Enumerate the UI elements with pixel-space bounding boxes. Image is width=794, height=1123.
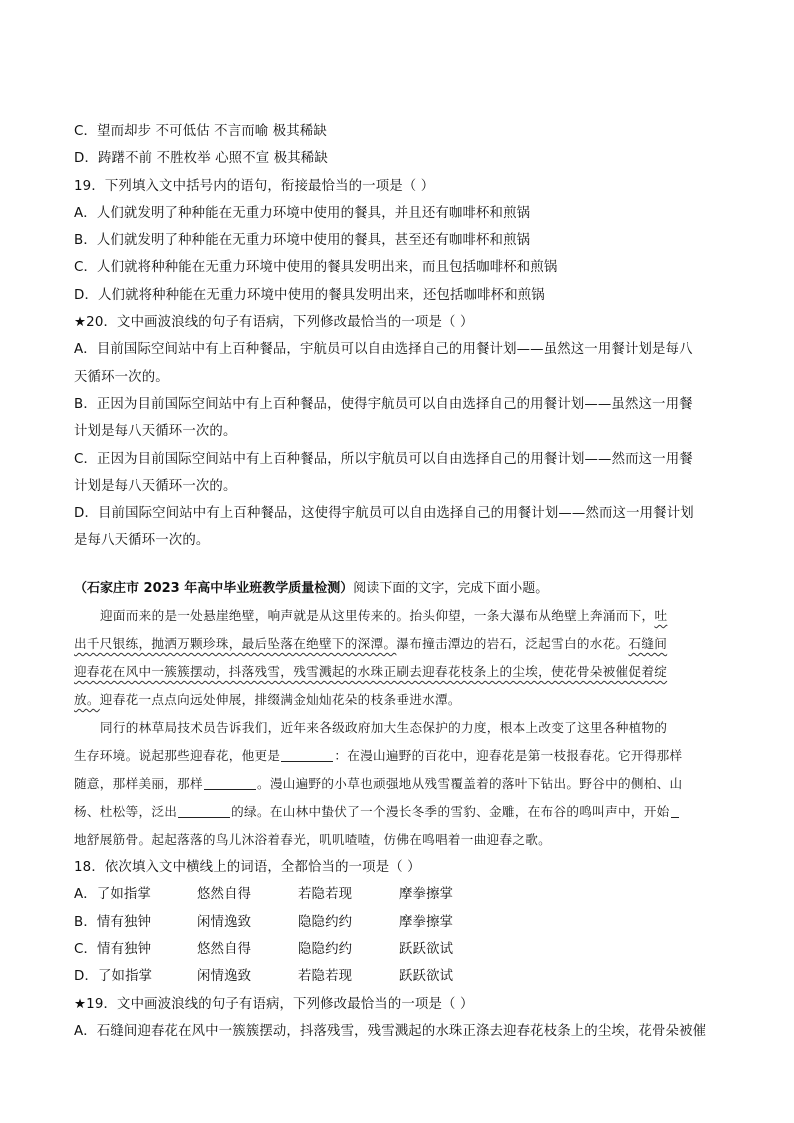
option-cell: 摩拳擦掌 <box>399 887 454 903</box>
question-line: D．目前国际空间站中有上百种餐品，这使得宇航员可以自由选择自己的用餐计划——然而这一用餐计划 <box>74 506 694 522</box>
passage-text: 地舒展筋骨。起起落落的鸟儿沐浴着春光，叽叽喳喳，仿佛在鸣唱着一曲迎春之歌。 <box>74 832 552 848</box>
passage-line <box>74 686 724 714</box>
passage-line <box>74 658 724 686</box>
wavy-underlined-text: 出千尺银练，抛洒万颗珍珠，最后坠落在绝壁下的深潭。 <box>74 636 397 652</box>
question-line: A．目前国际空间站中有上百种餐品，宇航员可以自由选择自己的用餐计划——虽然这一用餐计划是每八 <box>74 342 693 358</box>
answer-option-row <box>74 881 724 908</box>
section-gap <box>74 555 724 575</box>
option-cell: A．了如指掌 <box>74 887 152 903</box>
answer-option-row <box>74 963 724 990</box>
question-line: 是每八天循环一次的。 <box>74 533 210 549</box>
passage-source-heading <box>74 575 724 602</box>
passage-line <box>74 714 724 742</box>
fill-blank-2 <box>204 775 256 790</box>
passage-text: 随意，那样美丽，那样 <box>74 776 203 792</box>
option-cell: D．了如指掌 <box>74 969 153 985</box>
question-line: C．正因为目前国际空间站中有上百种餐品，所以宇航员可以自由选择自己的用餐计划——然而这一用餐 <box>74 451 693 467</box>
fill-blank-3 <box>178 803 230 818</box>
question-line: B．正因为目前国际空间站中有上百种餐品，使得宇航员可以自由选择自己的用餐计划——虽然这一用餐 <box>74 396 693 412</box>
option-cell: 跃跃欲试 <box>399 941 454 957</box>
question-line: D．踌躇不前 不胜枚举 心照不宣 极其稀缺 <box>74 151 328 167</box>
passage-line <box>74 770 724 798</box>
wavy-underlined-text: 石缝间 <box>628 636 668 652</box>
question-line: C．人们就将种种能在无重力环境中使用的餐具发明出来，而且包括咖啡杯和煎锅 <box>74 260 558 276</box>
instruction-text: 阅读下面的文字，完成下面小题。 <box>353 580 549 596</box>
reading-passage <box>74 602 724 854</box>
passage-text: 生存环境。说起那些迎春花，他更是 <box>74 748 281 764</box>
option-cell: 摩拳擦掌 <box>399 914 454 930</box>
question-line: 计划是每八天循环一次的。 <box>74 424 237 440</box>
option-cell: 跃跃欲试 <box>399 969 454 985</box>
wavy-underlined-text: 吐 <box>654 608 668 624</box>
wavy-underlined-text: 迎春花在风中一簇簇摆动，抖落残雪，残雪溅起的水珠正刷去迎春花枝条上的尘埃，使花骨朵被催促着绽 <box>74 664 668 680</box>
question-18-options <box>74 881 724 990</box>
passage-line <box>74 742 724 770</box>
passage-text: 同行的林草局技术员告诉我们，近年来各级政府加大生态保护的力度，根本上改变了这里各种植物的 <box>100 720 668 736</box>
question-line: B．人们就发明了种种能在无重力环境中使用的餐具，甚至还有咖啡杯和煎锅 <box>74 233 531 249</box>
option-cell: 隐隐约约 <box>298 914 353 930</box>
question-19-stem: ★19．文中画波浪线的句子有语病，下列修改最恰当的一项是（ ） <box>74 996 474 1012</box>
question-block-19-20 <box>74 118 724 555</box>
option-cell: 若隐若现 <box>298 969 353 985</box>
wavy-underlined-text: 放。 <box>74 692 100 708</box>
passage-line <box>74 798 724 826</box>
passage-text: ：在漫山遍野的百花中，迎春花是第一枝报春花。它开得那样 <box>334 748 683 764</box>
passage-line <box>74 630 724 658</box>
passage-line <box>74 602 724 630</box>
option-cell: B．情有独钟 <box>74 914 152 930</box>
option-cell: 若隐若现 <box>298 887 353 903</box>
option-cell: 闲情逸致 <box>197 914 252 930</box>
passage-line <box>74 826 724 854</box>
question-line: 19．下列填入文中括号内的语句，衔接最恰当的一项是（ ） <box>74 178 435 194</box>
question-18-stem: 18．依次填入文中横线上的词语，全都恰当的一项是（ ） <box>74 860 421 876</box>
passage-text: 杨、杜松等，泛出 <box>74 804 178 820</box>
answer-option-row <box>74 909 724 936</box>
question-line: A．人们就发明了种种能在无重力环境中使用的餐具，并且还有咖啡杯和煎锅 <box>74 205 531 221</box>
question-19-option-a: A．石缝间迎春花在风中一簇簇摆动，抖落残雪，残雪溅起的水珠正涤去迎春花枝条上的尘埃，花骨朵被催 <box>74 1023 707 1039</box>
question-line: D．人们就将种种能在无重力环境中使用的餐具发明出来，还包括咖啡杯和煎锅 <box>74 287 545 303</box>
option-cell: C．情有独钟 <box>74 941 152 957</box>
passage-text: 瀑布撞击潭边的岩石，泛起雪白的水花。 <box>396 636 629 652</box>
passage-text: 迎面而来的是一处悬崖绝壁，响声就是从这里传来的。抬头仰望，一条大瀑布从绝壁上奔涌而下， <box>100 608 655 624</box>
option-cell: 悠然自得 <box>197 941 252 957</box>
option-cell: 悠然自得 <box>197 887 252 903</box>
fill-blank-1 <box>281 747 333 762</box>
document-page <box>74 118 724 1045</box>
fill-blank-4 <box>671 803 679 818</box>
passage-text: 。漫山遍野的小草也顽强地从残雪覆盖着的落叶下钻出。野谷中的侧柏、山 <box>256 776 683 792</box>
question-line: 天循环一次的。 <box>74 369 169 385</box>
passage-text: 迎春花一点点向远处伸展，排缀满金灿灿花朵的枝条垂进水潭。 <box>99 692 461 708</box>
question-line: 计划是每八天循环一次的。 <box>74 478 237 494</box>
question-line: ★20．文中画波浪线的句子有语病，下列修改最恰当的一项是（ ） <box>74 315 474 331</box>
option-cell: 闲情逸致 <box>197 969 252 985</box>
passage-text: 的绿。在山林中蛰伏了一个漫长冬季的雪豹、金雕，在布谷的鸣叫声中，开始 <box>231 804 670 820</box>
source-label: （石家庄市 2023 年高中毕业班教学质量检测） <box>74 580 354 596</box>
option-cell: 隐隐约约 <box>298 941 353 957</box>
question-line: C．望而却步 不可低估 不言而喻 极其稀缺 <box>74 124 327 139</box>
answer-option-row <box>74 936 724 963</box>
